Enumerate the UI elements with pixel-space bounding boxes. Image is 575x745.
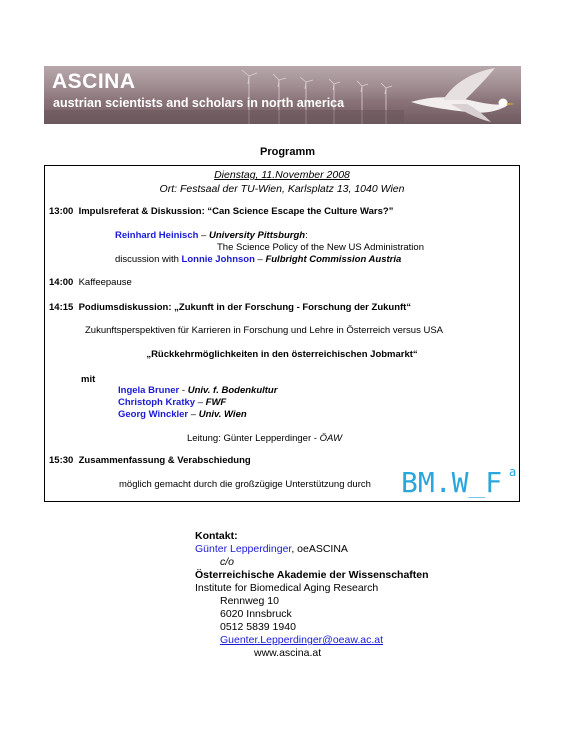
talk-title: The Science Policy of the New US Administration (217, 242, 424, 253)
bmwf-logo-text: BM.W_F (401, 466, 503, 498)
discussion-affiliation: Fulbright Commission Austria (265, 254, 402, 265)
event-location: Ort: Festsaal der TU-Wien, Karlsplatz 13, 1040 Wien (159, 183, 405, 195)
session-2-line (49, 277, 132, 289)
session-3-title: Podiumsdiskussion: „Zukunft in der Forschung - Forschung der Zukunft“ (78, 302, 412, 313)
contact-institute: Institute for Biomedical Aging Research (195, 582, 379, 594)
contact-academy: Österreichische Akademie der Wissenschaften (195, 569, 429, 581)
session-4-time: 15:30 (49, 455, 74, 466)
panelist-2: Christoph Kratky – FWF (118, 397, 227, 408)
contact-name-line: Günter Lepperdinger, oeASCINA (195, 543, 348, 555)
moderator-line: Leitung: Günter Lepperdinger - ÖAW (187, 433, 343, 444)
session-2-time: 14:00 (49, 277, 74, 288)
contact-city: 6020 Innsbruck (220, 608, 292, 620)
bmwf-logo-superscript: a (509, 465, 517, 479)
contact-phone: 0512 5839 1940 (220, 621, 296, 633)
session-1-line (49, 206, 393, 218)
session-4-title: Zusammenfassung & Verabschiedung (78, 455, 251, 466)
header-banner (44, 66, 521, 124)
contact-street: Rennweg 10 (220, 595, 279, 607)
speaker-affiliation: University Pittsburgh (208, 230, 306, 241)
banner-subtitle: austrian scientists and scholars in north america (53, 96, 345, 110)
contact-name: Günter Lepperdinger (195, 543, 292, 555)
contact-co: c/o (220, 556, 235, 568)
speaker-name: Reinhard Heinisch (115, 230, 199, 241)
speaker-line: Reinhard Heinisch – University Pittsburgh: (115, 230, 308, 241)
session-1-title: Impulsreferat & Diskussion: “Can Science Escape the Culture Wars?” (78, 206, 394, 217)
bmwf-logo (401, 462, 519, 498)
program-box (44, 165, 520, 502)
contact-label: Kontakt: (195, 530, 238, 542)
discussion-person: Lonnie Johnson (181, 254, 255, 265)
banner-title: ASCINA (52, 70, 136, 93)
session-2-title: Kaffeepause (78, 277, 132, 288)
session-3-line (49, 302, 411, 314)
session-3-description: Zukunftsperspektiven für Karrieren in Forschung und Lehre in Österreich versus USA (85, 325, 443, 336)
session-1-time: 13:00 (49, 206, 74, 217)
session-3-time: 14:15 (49, 302, 74, 313)
session-4-line (49, 455, 251, 467)
discussion-line: discussion with Lonnie Johnson – Fulbright Commission Austria (115, 254, 402, 265)
panelist-3: Georg Winckler – Univ. Wien (118, 409, 247, 420)
contact-email-link[interactable]: Guenter.Lepperdinger@oeaw.ac.at (220, 634, 384, 646)
panel-with-label: mit (81, 374, 96, 385)
panelist-1: Ingela Bruner - Univ. f. Bodenkultur (118, 385, 278, 396)
sponsor-text: möglich gemacht durch die großzügige Unterstützung durch (119, 479, 371, 490)
contact-website: www.ascina.at (254, 647, 322, 659)
session-3-subtitle: „Rückkehrmöglichkeiten in den österreichischen Jobmarkt“ (146, 349, 418, 360)
program-heading: Programm (259, 146, 316, 158)
seagull-image (391, 66, 521, 124)
event-date: Dienstag, 11.November 2008 (214, 169, 350, 181)
